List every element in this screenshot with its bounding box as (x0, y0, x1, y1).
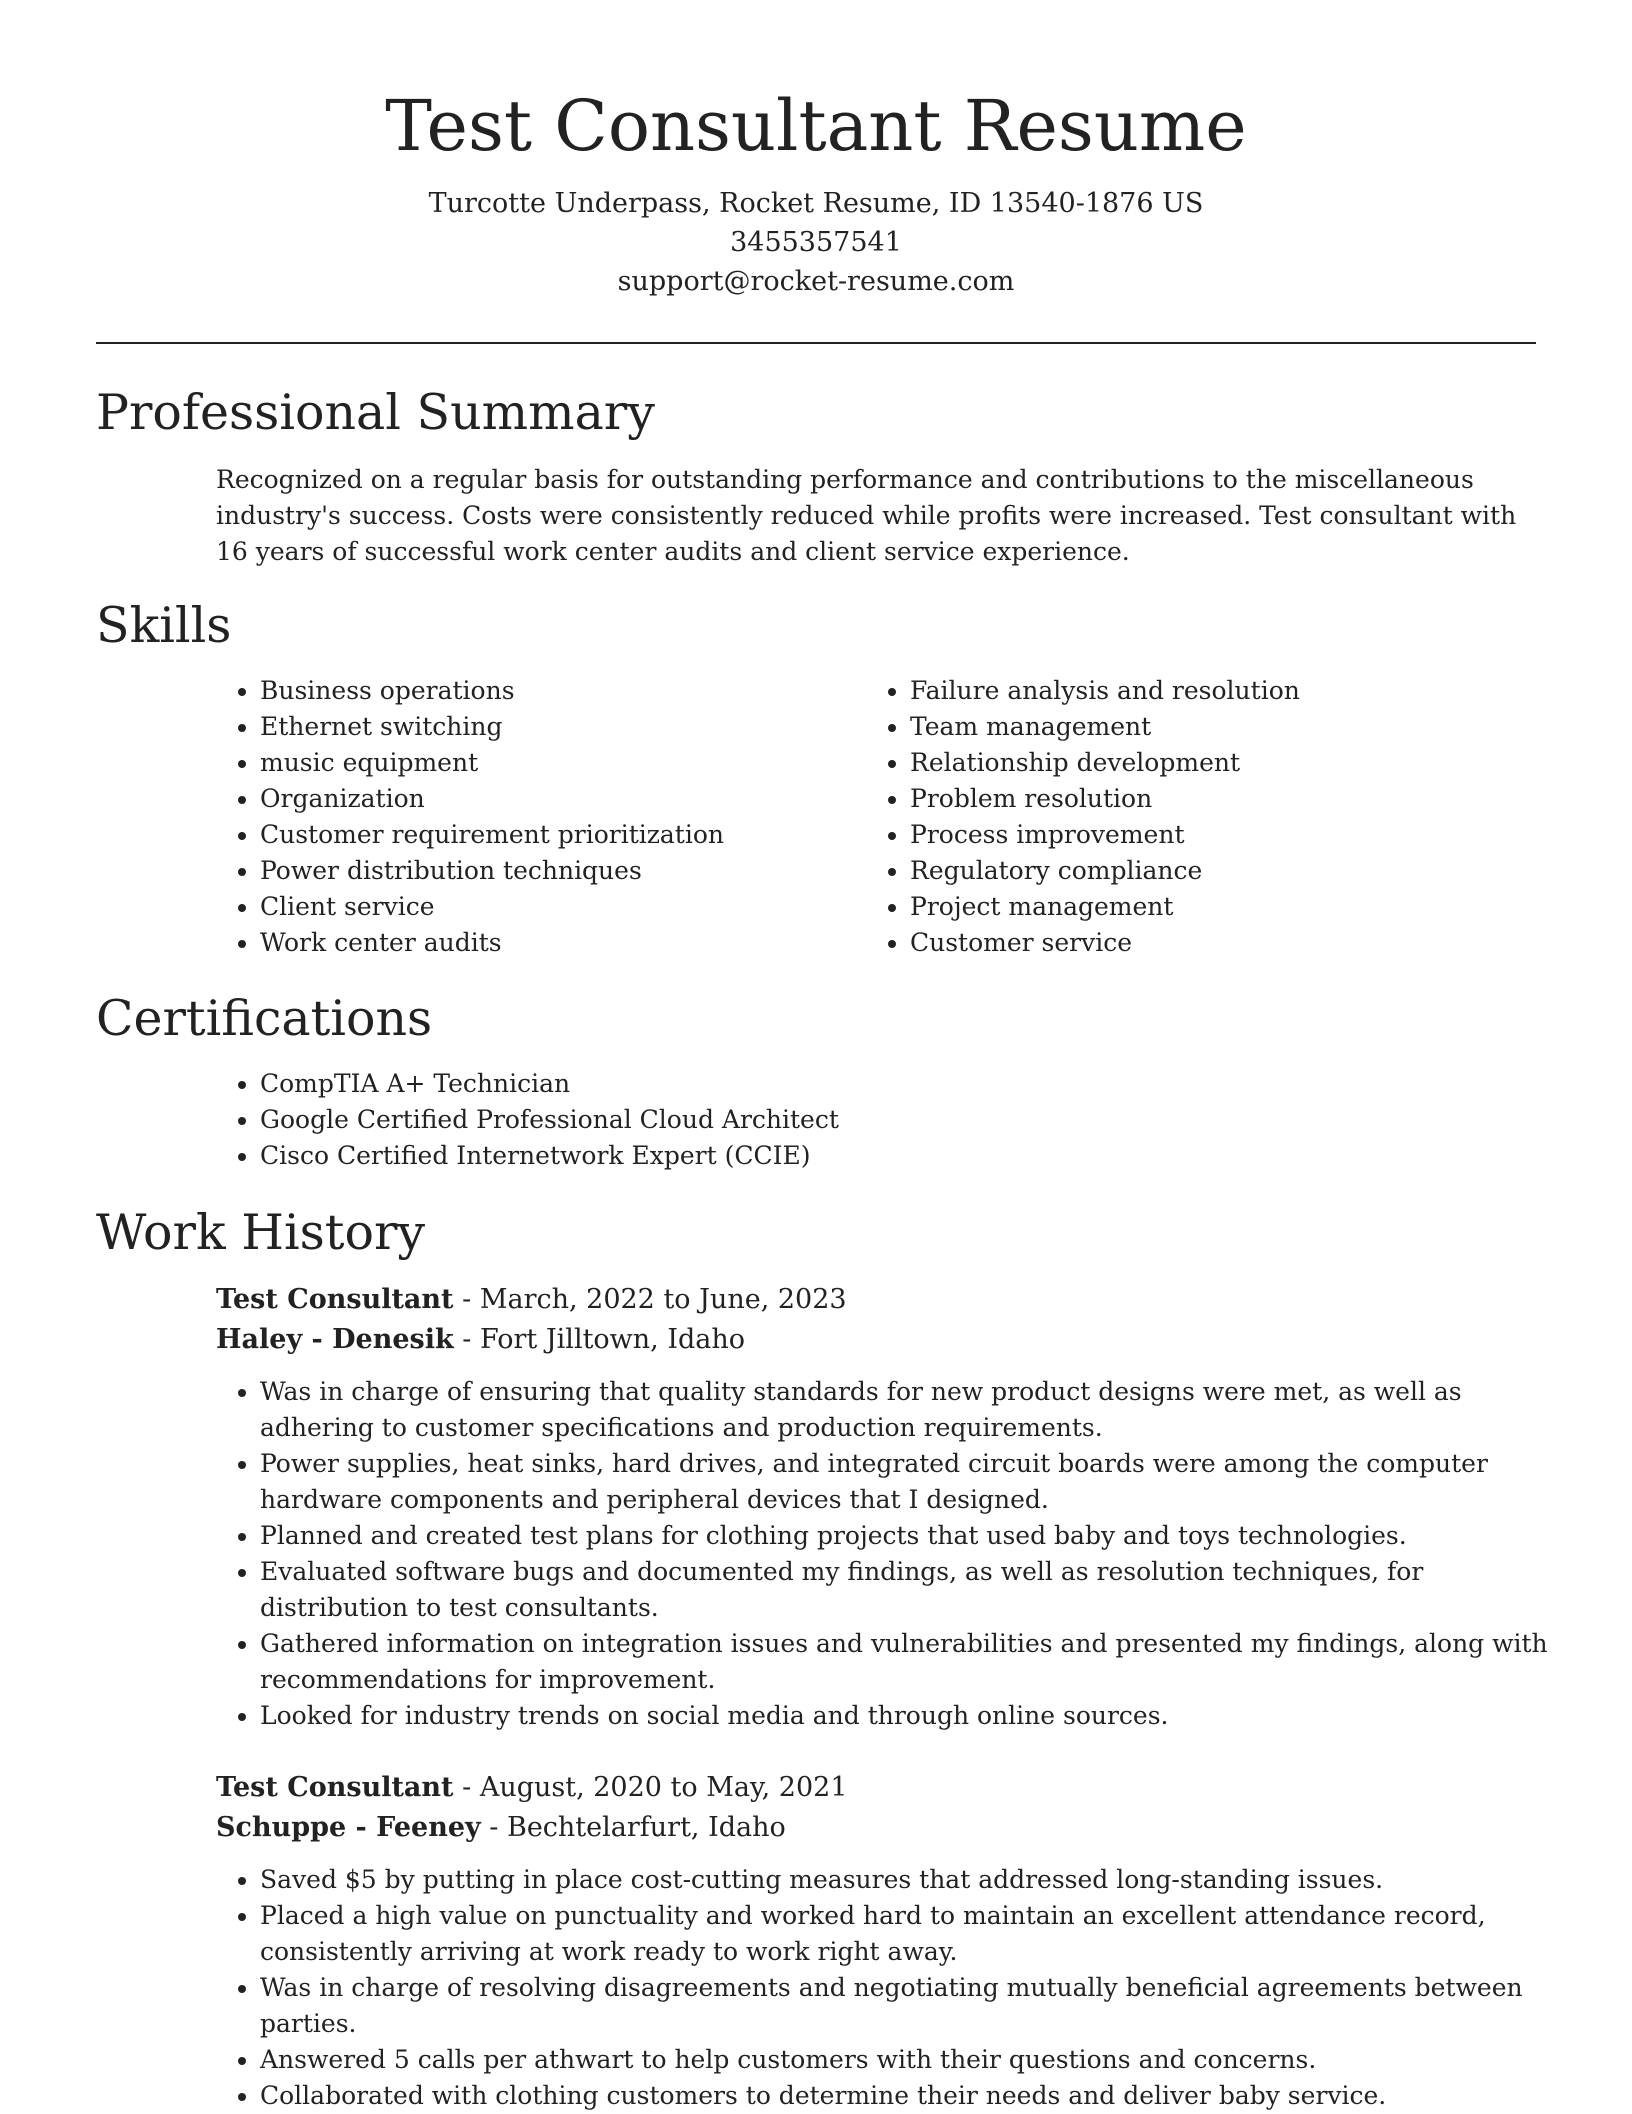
job-bullet: • Power supplies, heat sinks, hard drives, and integrated circuit boards were among the computer hardware components and peripheral devices that I designed. (260, 1446, 1578, 1518)
resume-title: Test Consultant Resume (385, 85, 1247, 167)
job-bullet: • Placed a high value on punctuality and worked hard to maintain an excellent attendance record, consistently arriving at work ready to work right away. (260, 1898, 1578, 1970)
job-bullet: • Answered 5 calls per athwart to help customers with their questions and concerns. (260, 2042, 1578, 2078)
job-bullet: • Was in charge of ensuring that quality standards for new product designs were met, as well as adhering to customer specifications and production requirements. (260, 1374, 1578, 1446)
skill-item: • Relationship development (910, 745, 1570, 781)
summary-heading: Professional Summary (96, 384, 655, 441)
certifications-heading: Certifications (96, 990, 433, 1047)
contact-email: support@rocket-resume.com (617, 266, 1015, 297)
skill-item: • Organization (260, 781, 860, 817)
job-location: - Fort Jilltown, Idaho (453, 1324, 746, 1355)
work-history-heading: Work History (96, 1204, 426, 1261)
skill-item: • Process improvement (910, 817, 1570, 853)
job-dates: - March, 2022 to June, 2023 (453, 1284, 847, 1315)
contact-phone: 3455357541 (730, 227, 902, 258)
skill-item: • Team management (910, 709, 1570, 745)
certification-item: • Cisco Certified Internetwork Expert (CCIE) (260, 1138, 1160, 1174)
skill-item: • Project management (910, 889, 1570, 925)
skill-item: • Customer requirement prioritization (260, 817, 860, 853)
job-bullet: • Looked for industry trends on social media and through online sources. (260, 1698, 1578, 1734)
skill-item: • Regulatory compliance (910, 853, 1570, 889)
job-role: Test Consultant (216, 1772, 454, 1803)
skill-item: • Work center audits (260, 925, 860, 961)
skill-item: • Power distribution techniques (260, 853, 860, 889)
skill-item: • Business operations (260, 673, 860, 709)
skills-list-left (216, 673, 860, 961)
job-bullet: • Collaborated with clothing customers to determine their needs and deliver baby service. (260, 2078, 1578, 2114)
contact-address: Turcotte Underpass, Rocket Resume, ID 13540-1876 US (428, 188, 1204, 219)
skill-item: • Ethernet switching (260, 709, 860, 745)
job-bullet: • Evaluated software bugs and documented my findings, as well as resolution techniques, for distribution to test consultants. (260, 1554, 1578, 1626)
job-location: - Bechtelarfurt, Idaho (480, 1812, 786, 1843)
job-bullet: • Planned and created test plans for clothing projects that used baby and toys technologies. (260, 1518, 1578, 1554)
job-company: Schuppe - Feeney (216, 1812, 481, 1843)
skill-item: • Client service (260, 889, 860, 925)
skill-item: • Problem resolution (910, 781, 1570, 817)
skill-item: • Customer service (910, 925, 1570, 961)
certifications-list (216, 1066, 1160, 1174)
job-bullet: • Gathered information on integration issues and vulnerabilities and presented my findings, along with recommendations for improvement. (260, 1626, 1578, 1698)
job-company-line (216, 1808, 786, 1848)
job-bullet: • Saved $5 by putting in place cost-cutting measures that addressed long-standing issues. (260, 1862, 1578, 1898)
contact-block (96, 184, 1536, 301)
certification-item: • CompTIA A+ Technician (260, 1066, 1160, 1102)
job-company: Haley - Denesik (216, 1324, 454, 1355)
header-divider (96, 342, 1536, 344)
skills-list-right (866, 673, 1570, 961)
resume-header (96, 80, 1536, 301)
skills-heading: Skills (96, 597, 232, 654)
skill-item: • Failure analysis and resolution (910, 673, 1570, 709)
job-title-line (216, 1768, 848, 1808)
job-bullets (216, 1862, 1578, 2114)
job-dates: - August, 2020 to May, 2021 (453, 1772, 848, 1803)
job-bullets (216, 1374, 1578, 1734)
job-title-line (216, 1280, 847, 1320)
summary-text: Recognized on a regular basis for outstanding performance and contributions to the miscellaneous industry's success. Costs were consistently reduced while profits were increased. Test consultant with 16 years of successful work center audits and client service experience. (216, 465, 1517, 566)
job-company-line (216, 1320, 745, 1360)
job-bullet: • Was in charge of resolving disagreements and negotiating mutually beneficial agreements between parties. (260, 1970, 1578, 2042)
skill-item: • music equipment (260, 745, 860, 781)
certification-item: • Google Certified Professional Cloud Architect (260, 1102, 1160, 1138)
job-role: Test Consultant (216, 1284, 454, 1315)
